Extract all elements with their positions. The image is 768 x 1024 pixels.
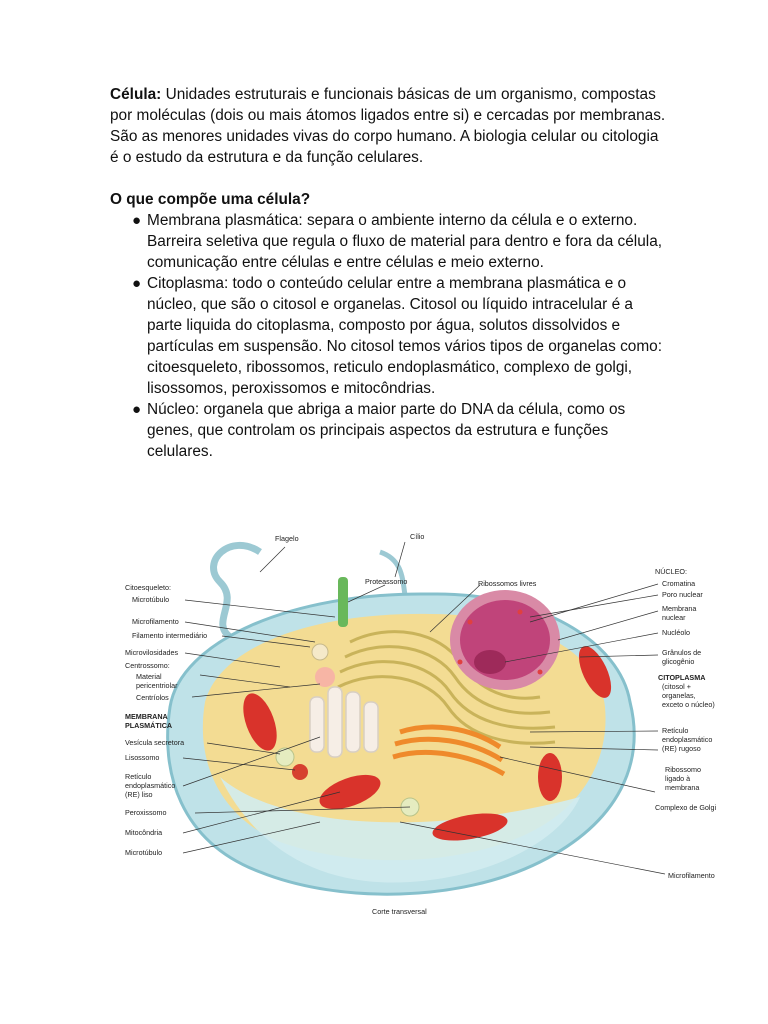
bullet-icon: ● [132, 212, 142, 229]
label-re-rugoso-2: endoplasmático [662, 735, 713, 744]
label-membrana-nuclear-2: nuclear [662, 613, 686, 622]
cell-diagram-svg [110, 522, 738, 920]
bullet-text: Núcleo: organela que abriga a maior parte do DNA da célula, como os genes, que controlam os principais aspectos da estrutura e funções celulares. [147, 401, 626, 460]
label-poro-nuclear: Poro nuclear [662, 590, 703, 599]
bullet-text: Citoplasma: todo o conteúdo celular entre a membrana plasmática e o núcleo, que são o citosol e organelas. Citosol ou líquido intracelular é a parte liquida do citoplasma, composto por água, solutos dissolvidos e partículas em suspensão. No citosol temos vários tipos de organelas como: citoesqueleto, ribossomos, reticulo endoplasmático, complexo de golgi, lisossomos, peroxissomos e mitocôndrias. [147, 275, 662, 397]
intro-text: Unidades estruturais e funcionais básicas de um organismo, compostas por moléculas (dois ou mais átomos ligados entre si) e cercadas por membranas. São as menores unidades vivas do corpo humano. A biologia celular ou citologia é o estudo da estrutura e da função celulares. [110, 86, 666, 166]
label-centrossomo: Centrossomo: [125, 661, 170, 670]
nucleus-shape [450, 590, 560, 690]
label-ribossomo-ligado-1: Ribossomo [665, 765, 701, 774]
label-cilio: Cílio [410, 532, 425, 541]
label-cromatina: Cromatina [662, 579, 696, 588]
label-microvilosidades: Microvilosidades [125, 648, 179, 657]
label-microtubulo-2: Microtúbulo [125, 848, 163, 857]
bullet-text: Membrana plasmática: separa o ambiente interno da célula e o externo. Barreira seletiva que regula o fluxo de material para dentro e fora da célula, comunicação entre células e entre células e meio externo. [147, 212, 663, 271]
label-centriolos: Centríolos [136, 693, 169, 702]
bullet-list [110, 210, 670, 462]
label-citoplasma-2: (citosol + [662, 682, 691, 691]
label-filamento-intermediario: Filamento intermediário [132, 631, 208, 640]
list-item [110, 273, 670, 399]
label-ribossomos-livres: Ribossomos livres [478, 579, 537, 588]
intro-term: Célula: [110, 86, 162, 103]
label-re-rugoso-1: Retículo [662, 726, 689, 735]
label-lisossomo: Lisossomo [125, 753, 160, 762]
label-re-liso-1: Retículo [125, 772, 152, 781]
label-peroxissomo: Peroxissomo [125, 808, 167, 817]
label-re-liso-2: endoplasmático [125, 781, 176, 790]
list-item [110, 210, 670, 273]
label-plasmatica: PLASMÁTICA [125, 721, 173, 730]
label-vesicula-secretora: Vesícula secretora [125, 738, 185, 747]
proteasome-shape [338, 577, 348, 627]
figure-caption: Corte transversal [372, 907, 427, 916]
bullet-icon: ● [132, 275, 142, 292]
label-ribossomo-ligado-3: membrana [665, 783, 700, 792]
label-citoplasma: CITOPLASMA [658, 673, 706, 682]
label-nucleo: NÚCLEO: [655, 567, 687, 576]
label-granulos-2: glicogênio [662, 657, 695, 666]
intro-paragraph [110, 84, 670, 168]
label-ribossomo-ligado-2: ligado à [665, 774, 691, 783]
label-microfilamento: Microfilamento [132, 617, 179, 626]
label-microfilamento-right: Microfilamento [668, 871, 715, 880]
label-citoplasma-3: organelas, [662, 691, 696, 700]
list-item [110, 399, 670, 462]
label-membrana: MEMBRANA [125, 712, 168, 721]
text-body [110, 84, 670, 462]
label-pericentriolar: pericentriolar [136, 681, 178, 690]
label-flagelo: Flagelo [275, 534, 299, 543]
label-re-rugoso-3: (RE) rugoso [662, 744, 701, 753]
cell-diagram [110, 522, 738, 920]
label-material: Material [136, 672, 162, 681]
label-complexo-golgi: Complexo de Golgi [655, 803, 717, 812]
section-question: O que compõe uma célula? [110, 191, 311, 208]
label-re-liso-3: (RE) liso [125, 790, 153, 799]
label-citoplasma-4: exceto o núcleo) [662, 700, 715, 709]
label-nucleolo: Nucléolo [662, 628, 690, 637]
label-granulos-1: Grânulos de [662, 648, 702, 657]
label-proteassomo: Proteassomo [365, 577, 408, 586]
label-mitocondria: Mitocôndria [125, 828, 163, 837]
label-microtubulo: Microtúbulo [132, 595, 170, 604]
label-membrana-nuclear-1: Membrana [662, 604, 697, 613]
bullet-icon: ● [132, 401, 142, 418]
label-citoesqueleto: Citoesqueleto: [125, 583, 171, 592]
